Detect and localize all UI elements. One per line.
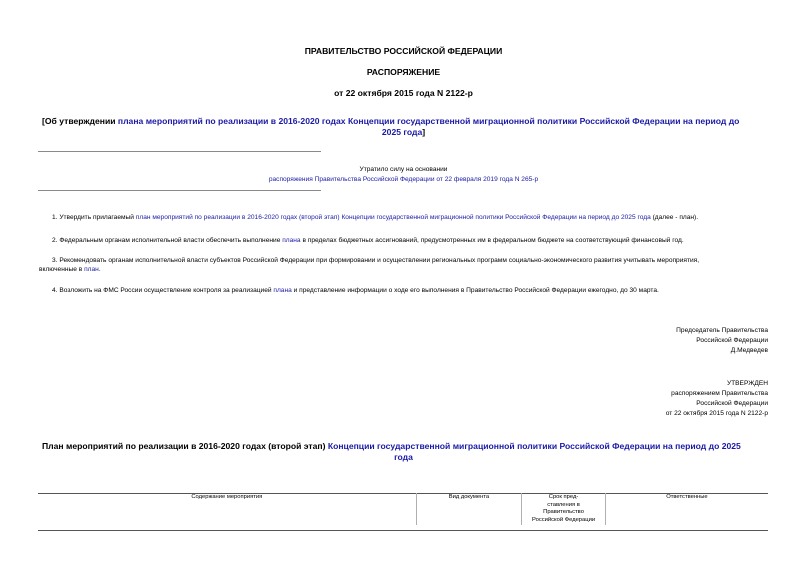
plan-table	[38, 493, 768, 525]
paragraph-4-text: 4. Возложить на ФМС России осуществление контроля за реализацией	[52, 287, 274, 294]
paragraph-1-text: 1. Утвердить прилагаемый	[52, 214, 136, 221]
paragraph-3-plan-link[interactable]: план	[84, 266, 99, 273]
lost-force-note: Утратило силу на основании	[359, 166, 448, 173]
approval-by: распоряжением Правительства	[671, 390, 768, 397]
government-heading: ПРАВИТЕЛЬСТВО РОССИЙСКОЙ ФЕДЕРАЦИИ	[304, 46, 503, 56]
approval-stamp: УТВЕРЖДЕН	[726, 380, 768, 387]
paragraph-4-suffix: и представление информации о ходе его выполнения в Правительство Российской Федерации ежегодно, до 30 марта.	[291, 287, 659, 294]
paragraph-2-text: 2. Федеральным органам исполнительной власти обеспечить выполнение	[52, 237, 283, 244]
document-date-number: от 22 октября 2015 года N 2122-р	[334, 88, 473, 98]
paragraph-3-suffix: .	[98, 266, 101, 273]
signature-position: Председатель Правительства	[676, 327, 768, 334]
paragraph-1-suffix: (далее - план).	[650, 214, 699, 221]
approval-by-cont: Российской Федерации	[696, 400, 768, 407]
title-close-bracket: ]	[422, 127, 426, 137]
signature-name: Д.Медведев	[730, 347, 768, 354]
table-header-bottom-rule	[38, 530, 768, 531]
paragraph-1	[52, 213, 782, 222]
document-type: РАСПОРЯЖЕНИЕ	[366, 67, 441, 77]
table-header-row	[38, 493, 768, 525]
signature-block	[500, 326, 768, 356]
paragraph-2-plan-link[interactable]: плана	[282, 237, 301, 244]
lost-force-basis	[0, 175, 807, 184]
title-plan-link-cont[interactable]: 2025 года	[381, 127, 423, 137]
signature-position-cont: Российской Федерации	[696, 337, 768, 344]
paragraph-3-text: 3. Рекомендовать органам исполнительной власти субъектов Российской Федерации при формировании и осуществлении региональных программ социально-экономического развития учитывать мероприятия,	[52, 257, 700, 264]
column-header-responsible: Ответственные	[605, 493, 768, 525]
title-open-bracket: [Об утверждении	[42, 116, 118, 126]
paragraph-2-suffix: в пределах бюджетных ассигнований, предусмотренных им в федеральном бюджете на соответствующий финансовый год.	[300, 237, 684, 244]
lost-force-basis-link[interactable]: распоряжения Правительства Российской Федерации от 22 февраля 2019 года N 265-р	[268, 176, 539, 183]
plan-title-concept-link-cont[interactable]: года	[394, 452, 413, 462]
annotation-bottom-divider	[38, 190, 321, 191]
paragraph-3-line2	[39, 265, 769, 274]
paragraph-1-plan-link[interactable]: план мероприятий по реализации в 2016-2020 годах (второй этап) Концепции государственной миграционной политики Российской Федерации на период до 2025 года	[135, 214, 651, 221]
paragraph-3	[52, 256, 782, 265]
plan-title-concept-link[interactable]: Концепции государственной миграционной политики Российской Федерации на период до 2025	[327, 441, 741, 451]
plan-title	[42, 441, 782, 452]
document-title	[42, 116, 772, 127]
column-header-doc-type: Вид документа	[416, 493, 522, 525]
document-title-line2	[0, 127, 807, 138]
column-header-deadline: Срок пред- ставления в Правительство Российской Федерации	[522, 493, 606, 525]
annotation-top-divider	[38, 151, 321, 152]
paragraph-4-plan-link[interactable]: плана	[273, 287, 292, 294]
column-header-content: Содержание мероприятия	[191, 494, 263, 500]
title-plan-link[interactable]: плана мероприятий по реализации в 2016-2020 годах Концепции государственной миграционной политики Российской Федерации на период до	[117, 116, 740, 126]
paragraph-2	[52, 236, 782, 245]
paragraph-4	[52, 286, 782, 295]
plan-title-text: План мероприятий по реализации в 2016-2020 годах (второй этап)	[42, 441, 328, 451]
approval-block	[500, 379, 768, 419]
plan-title-line2	[0, 452, 807, 463]
paragraph-3-text-cont: включенные в	[39, 266, 85, 273]
approval-date: от 22 октября 2015 года N 2122-р	[665, 410, 768, 417]
